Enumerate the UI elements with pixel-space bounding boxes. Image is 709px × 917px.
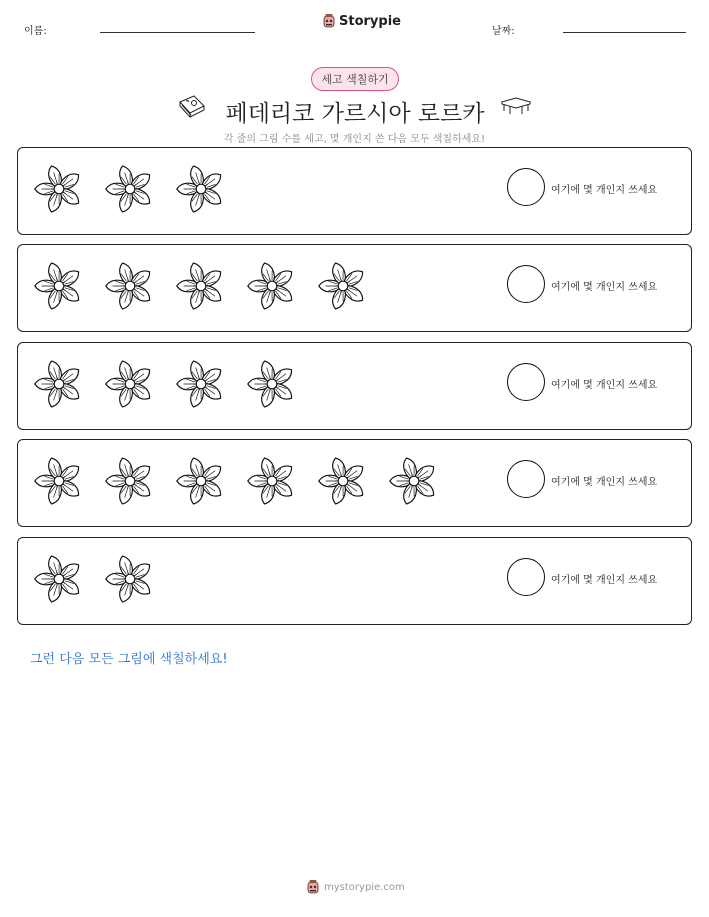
answer-circle[interactable]	[507, 168, 545, 206]
flower-group	[30, 550, 159, 610]
storypie-mascot-icon	[306, 879, 320, 895]
book-icon	[177, 94, 207, 120]
flower-icon[interactable]	[172, 257, 230, 315]
date-label: 날짜:	[492, 26, 515, 37]
flower-icon[interactable]	[385, 452, 443, 510]
flower-icon[interactable]	[30, 550, 88, 608]
page-title: 페데리코 가르시아 로르카	[225, 101, 485, 127]
answer-hint: 여기에 몇 개인지 쓰세요	[551, 380, 658, 391]
answer-hint: 여기에 몇 개인지 쓰세요	[551, 575, 658, 586]
answer-circle[interactable]	[507, 363, 545, 401]
flower-icon[interactable]	[101, 550, 159, 608]
flower-group	[30, 452, 443, 512]
flower-icon[interactable]	[314, 452, 372, 510]
flower-icon[interactable]	[30, 160, 88, 218]
logo-text: Storypie	[339, 13, 401, 29]
flower-icon[interactable]	[101, 257, 159, 315]
storypie-mascot-icon	[322, 13, 336, 29]
answer-circle[interactable]	[507, 460, 545, 498]
flower-group	[30, 160, 230, 220]
closing-note: 그런 다음 모든 그림에 색칠하세요!	[30, 652, 228, 667]
answer-circle[interactable]	[507, 265, 545, 303]
flower-icon[interactable]	[243, 257, 301, 315]
counting-row	[17, 439, 692, 527]
counting-row	[17, 147, 692, 235]
counting-row	[17, 537, 692, 625]
flower-icon[interactable]	[314, 257, 372, 315]
flower-icon[interactable]	[30, 452, 88, 510]
flower-icon[interactable]	[172, 355, 230, 413]
answer-hint: 여기에 몇 개인지 쓰세요	[551, 185, 658, 196]
date-line[interactable]	[563, 32, 686, 33]
table-icon	[500, 96, 532, 116]
name-line[interactable]	[100, 32, 255, 33]
flower-icon[interactable]	[172, 160, 230, 218]
counting-row	[17, 342, 692, 430]
answer-hint: 여기에 몇 개인지 쓰세요	[551, 282, 658, 293]
instructions: 각 줄의 그림 수를 세고, 몇 개인지 쓴 다음 모두 색칠하세요!	[223, 134, 486, 145]
worksheet-tag: 세고 색칠하기	[311, 67, 399, 91]
answer-hint: 여기에 몇 개인지 쓰세요	[551, 477, 658, 488]
flower-icon[interactable]	[243, 355, 301, 413]
flower-icon[interactable]	[30, 257, 88, 315]
storypie-logo	[322, 13, 401, 29]
flower-icon[interactable]	[243, 452, 301, 510]
flower-icon[interactable]	[101, 160, 159, 218]
counting-row	[17, 244, 692, 332]
flower-icon[interactable]	[172, 452, 230, 510]
answer-circle[interactable]	[507, 558, 545, 596]
flower-icon[interactable]	[101, 355, 159, 413]
name-label: 이름:	[24, 26, 47, 37]
footer-brand	[306, 879, 405, 895]
flower-icon[interactable]	[30, 355, 88, 413]
flower-group	[30, 355, 301, 415]
footer-site: mystorypie.com	[324, 881, 405, 893]
flower-icon[interactable]	[101, 452, 159, 510]
flower-group	[30, 257, 372, 317]
